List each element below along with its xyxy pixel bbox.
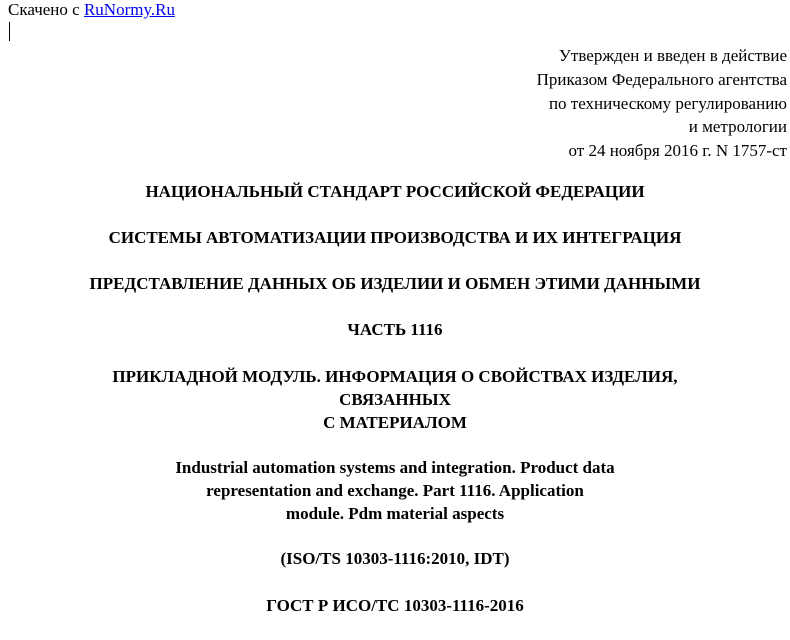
download-prefix: Скачено с [8, 0, 84, 19]
english-title-line: Industrial automation systems and integration. Product data [175, 458, 615, 477]
module-title-line: С МАТЕРИАЛОМ [323, 413, 467, 432]
gost-number-heading [0, 594, 790, 617]
iso-reference-heading [0, 547, 790, 570]
standard-type-heading [0, 180, 790, 203]
module-title-heading [0, 365, 790, 434]
text-cursor [9, 22, 10, 41]
gost-number-text: ГОСТ Р ИСО/ТС 10303-1116-2016 [266, 596, 524, 615]
module-title-line: ПРИКЛАДНОЙ МОДУЛЬ. ИНФОРМАЦИЯ О СВОЙСТВАХ ИЗДЕЛИЯ, [112, 367, 678, 386]
standard-type-text: НАЦИОНАЛЬНЫЙ СТАНДАРТ РОССИЙСКОЙ ФЕДЕРАЦИИ [145, 182, 645, 201]
approval-line: Приказом Федерального агентства [536, 69, 787, 89]
english-title-heading [0, 456, 790, 525]
part-heading [0, 318, 790, 341]
english-title-line: module. Pdm material aspects [285, 504, 505, 523]
series-text: СИСТЕМЫ АВТОМАТИЗАЦИИ ПРОИЗВОДСТВА И ИХ ИНТЕГРАЦИЯ [108, 228, 682, 247]
approval-line: по техническому регулированию [548, 93, 787, 113]
series-heading [0, 226, 790, 249]
part-text: ЧАСТЬ 1116 [347, 320, 443, 339]
subseries-heading [0, 272, 790, 295]
runormy-link[interactable]: RuNormy.Ru [83, 0, 175, 19]
module-title-line: СВЯЗАННЫХ [339, 390, 451, 409]
iso-reference-text: (ISO/TS 10303-1116:2010, IDT) [280, 549, 510, 568]
approval-block [537, 44, 787, 163]
download-source-line [8, 0, 175, 20]
subseries-text: ПРЕДСТАВЛЕНИЕ ДАННЫХ ОБ ИЗДЕЛИИ И ОБМЕН ЭТИМИ ДАННЫМИ [89, 274, 701, 293]
english-title-line: representation and exchange. Part 1116. Application [206, 481, 584, 500]
approval-line: и метрологии [688, 117, 787, 137]
approval-line: от 24 ноября 2016 г. N 1757-ст [568, 141, 787, 161]
approval-line: Утвержден и введен в действие [558, 46, 787, 65]
